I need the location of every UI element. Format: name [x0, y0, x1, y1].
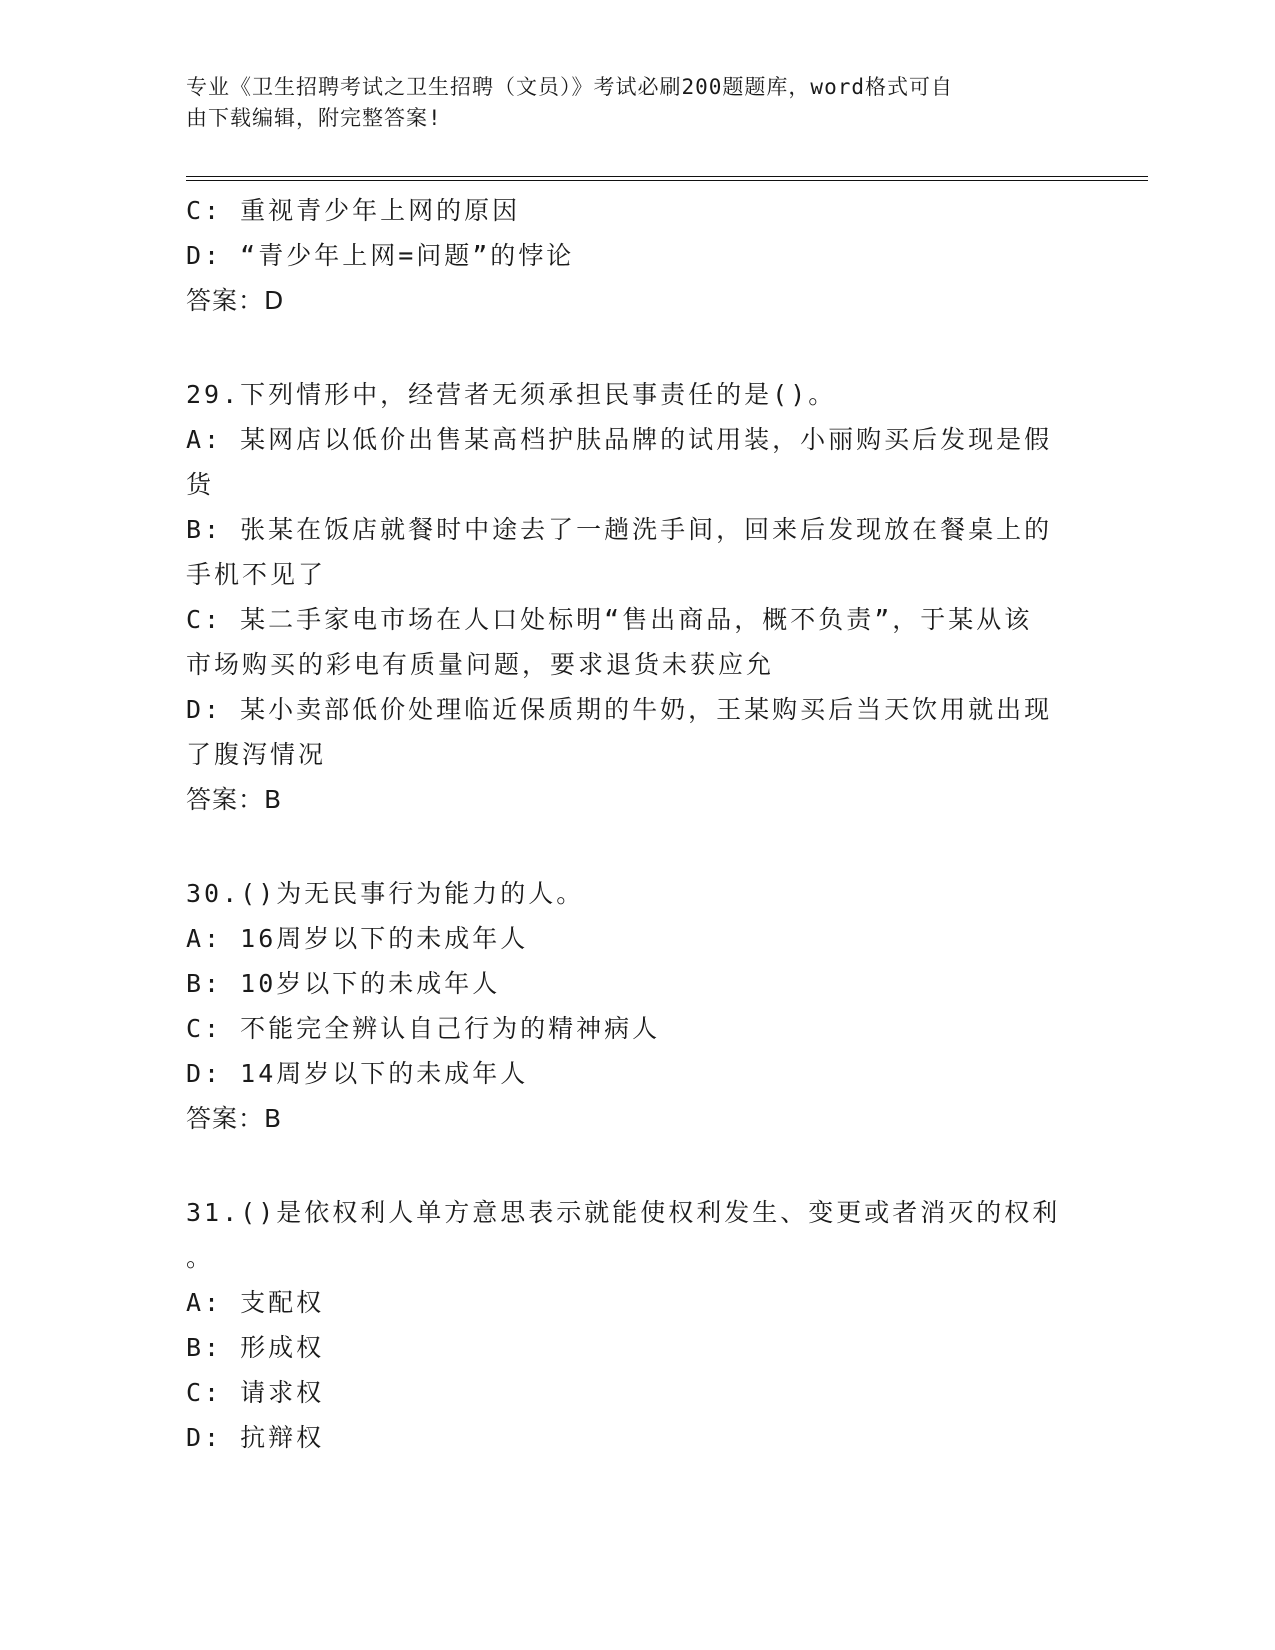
option-c-cont: 市场购买的彩电有质量问题，要求退货未获应允 — [186, 650, 775, 679]
answer: 答案：B — [186, 1104, 283, 1133]
option-b: B: 张某在饭店就餐时中途去了一趟洗手间，回来后发现放在餐桌上的 — [186, 515, 1053, 544]
question-stem-cont: 。 — [186, 1243, 215, 1272]
question-stem: 31.()是依权利人单方意思表示就能使权利发生、变更或者消灭的权利 — [186, 1198, 1061, 1227]
option-a: A: 16周岁以下的未成年人 — [186, 924, 529, 953]
option-c: C: 重视青少年上网的原因 — [186, 196, 521, 225]
option-c: C: 不能完全辨认自己行为的精神病人 — [186, 1014, 661, 1043]
answer: 答案：B — [186, 785, 283, 814]
option-d: D: “青少年上网=问题”的悖论 — [186, 241, 575, 270]
option-d: D: 某小卖部低价处理临近保质期的牛奶，王某购买后当天饮用就出现 — [186, 695, 1053, 724]
option-a: A: 某网店以低价出售某高档护肤品牌的试用装，小丽购买后发现是假 — [186, 425, 1053, 454]
question-29 — [186, 372, 1066, 822]
question-list — [186, 188, 1066, 1460]
question-31 — [186, 1190, 1066, 1460]
question-28-continued — [186, 188, 1066, 323]
header-divider-bottom — [186, 180, 1148, 181]
header-line-2: 由下载编辑，附完整答案! — [186, 106, 442, 130]
option-c: C: 请求权 — [186, 1378, 325, 1407]
option-d: D: 抗辩权 — [186, 1423, 325, 1452]
question-30 — [186, 871, 1066, 1141]
option-b: B: 10岁以下的未成年人 — [186, 969, 501, 998]
option-d: D: 14周岁以下的未成年人 — [186, 1059, 529, 1088]
question-stem: 30.()为无民事行为能力的人。 — [186, 879, 585, 908]
option-c: C: 某二手家电市场在人口处标明“售出商品，概不负责”，于某从该 — [186, 605, 1033, 634]
answer: 答案：D — [186, 286, 285, 315]
option-d-cont: 了腹泻情况 — [186, 740, 327, 769]
option-a-cont: 货 — [186, 470, 215, 499]
document-header — [186, 72, 1066, 134]
option-b-cont: 手机不见了 — [186, 560, 327, 589]
question-stem: 29.下列情形中，经营者无须承担民事责任的是()。 — [186, 380, 837, 409]
option-a: A: 支配权 — [186, 1288, 325, 1317]
option-b: B: 形成权 — [186, 1333, 325, 1362]
header-divider-top — [186, 176, 1148, 177]
header-line-1: 专业《卫生招聘考试之卫生招聘（文员）》考试必刷200题题库，word格式可自 — [186, 75, 953, 99]
